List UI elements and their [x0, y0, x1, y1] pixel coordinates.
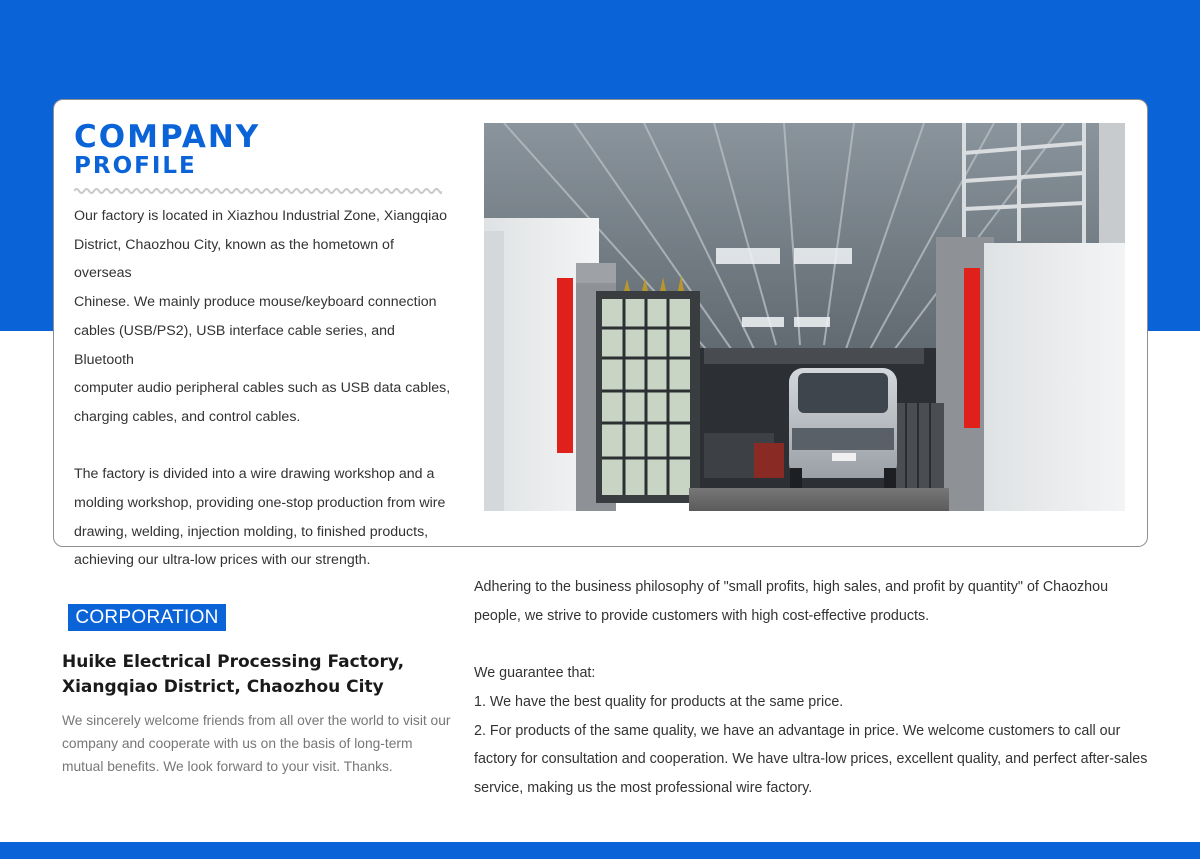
profile-title-line2: PROFILE	[74, 153, 197, 179]
wavy-divider	[74, 186, 442, 196]
factory-entrance-photo	[484, 123, 1125, 511]
profile-description	[74, 202, 454, 575]
factory-name-line2: Xiangqiao District, Chaozhou City	[62, 677, 384, 697]
welcome-message: We sincerely welcome friends from all over the world to visit our company and cooperate with us on the basis of long-term mutual benefits. We look forward to your visit. Thanks.	[62, 713, 451, 774]
paragraph-spacer	[474, 630, 1154, 659]
profile-paragraph-1: Our factory is located in Xiazhou Industrial Zone, Xiangqiao District, Chaozhou City, known as the hometown of overseas Chinese. We mainly produce mouse/keyboard connection cables (USB/PS2), USB interface cable series, and Bluetooth computer audio peripheral cables such as USB data cables, charging cables, and control cables.	[74, 208, 451, 425]
guarantee-heading: We guarantee that:	[474, 665, 596, 682]
corporation-tag: CORPORATION	[68, 604, 226, 631]
profile-title-line1: COMPANY	[74, 119, 261, 155]
factory-name-line1: Huike Electrical Processing Factory,	[62, 652, 405, 672]
factory-name	[62, 650, 442, 700]
philosophy-intro: Adhering to the business philosophy of "small profits, high sales, and profit by quantity" of Chaozhou people, we strive to provide customers with high cost-effective products.	[474, 579, 1109, 624]
bottom-blue-band	[0, 842, 1200, 859]
guarantee-point-2: 2. For products of the same quality, we have an advantage in price. We welcome customers to call our factory for consultation and cooperation. We have ultra-low prices, excellent quality, and perfect after-sales service, making us the most professional wire factory.	[474, 722, 1148, 796]
profile-paragraph-2: The factory is divided into a wire drawing workshop and a molding workshop, providing one-stop production from wire drawing, welding, injection molding, to finished products, achieving our ultra-low prices with our strength.	[74, 466, 446, 569]
factory-photo-illustration	[484, 123, 1125, 511]
guarantee-point-1: 1. We have the best quality for products at the same price.	[474, 693, 844, 710]
business-philosophy	[474, 573, 1154, 803]
